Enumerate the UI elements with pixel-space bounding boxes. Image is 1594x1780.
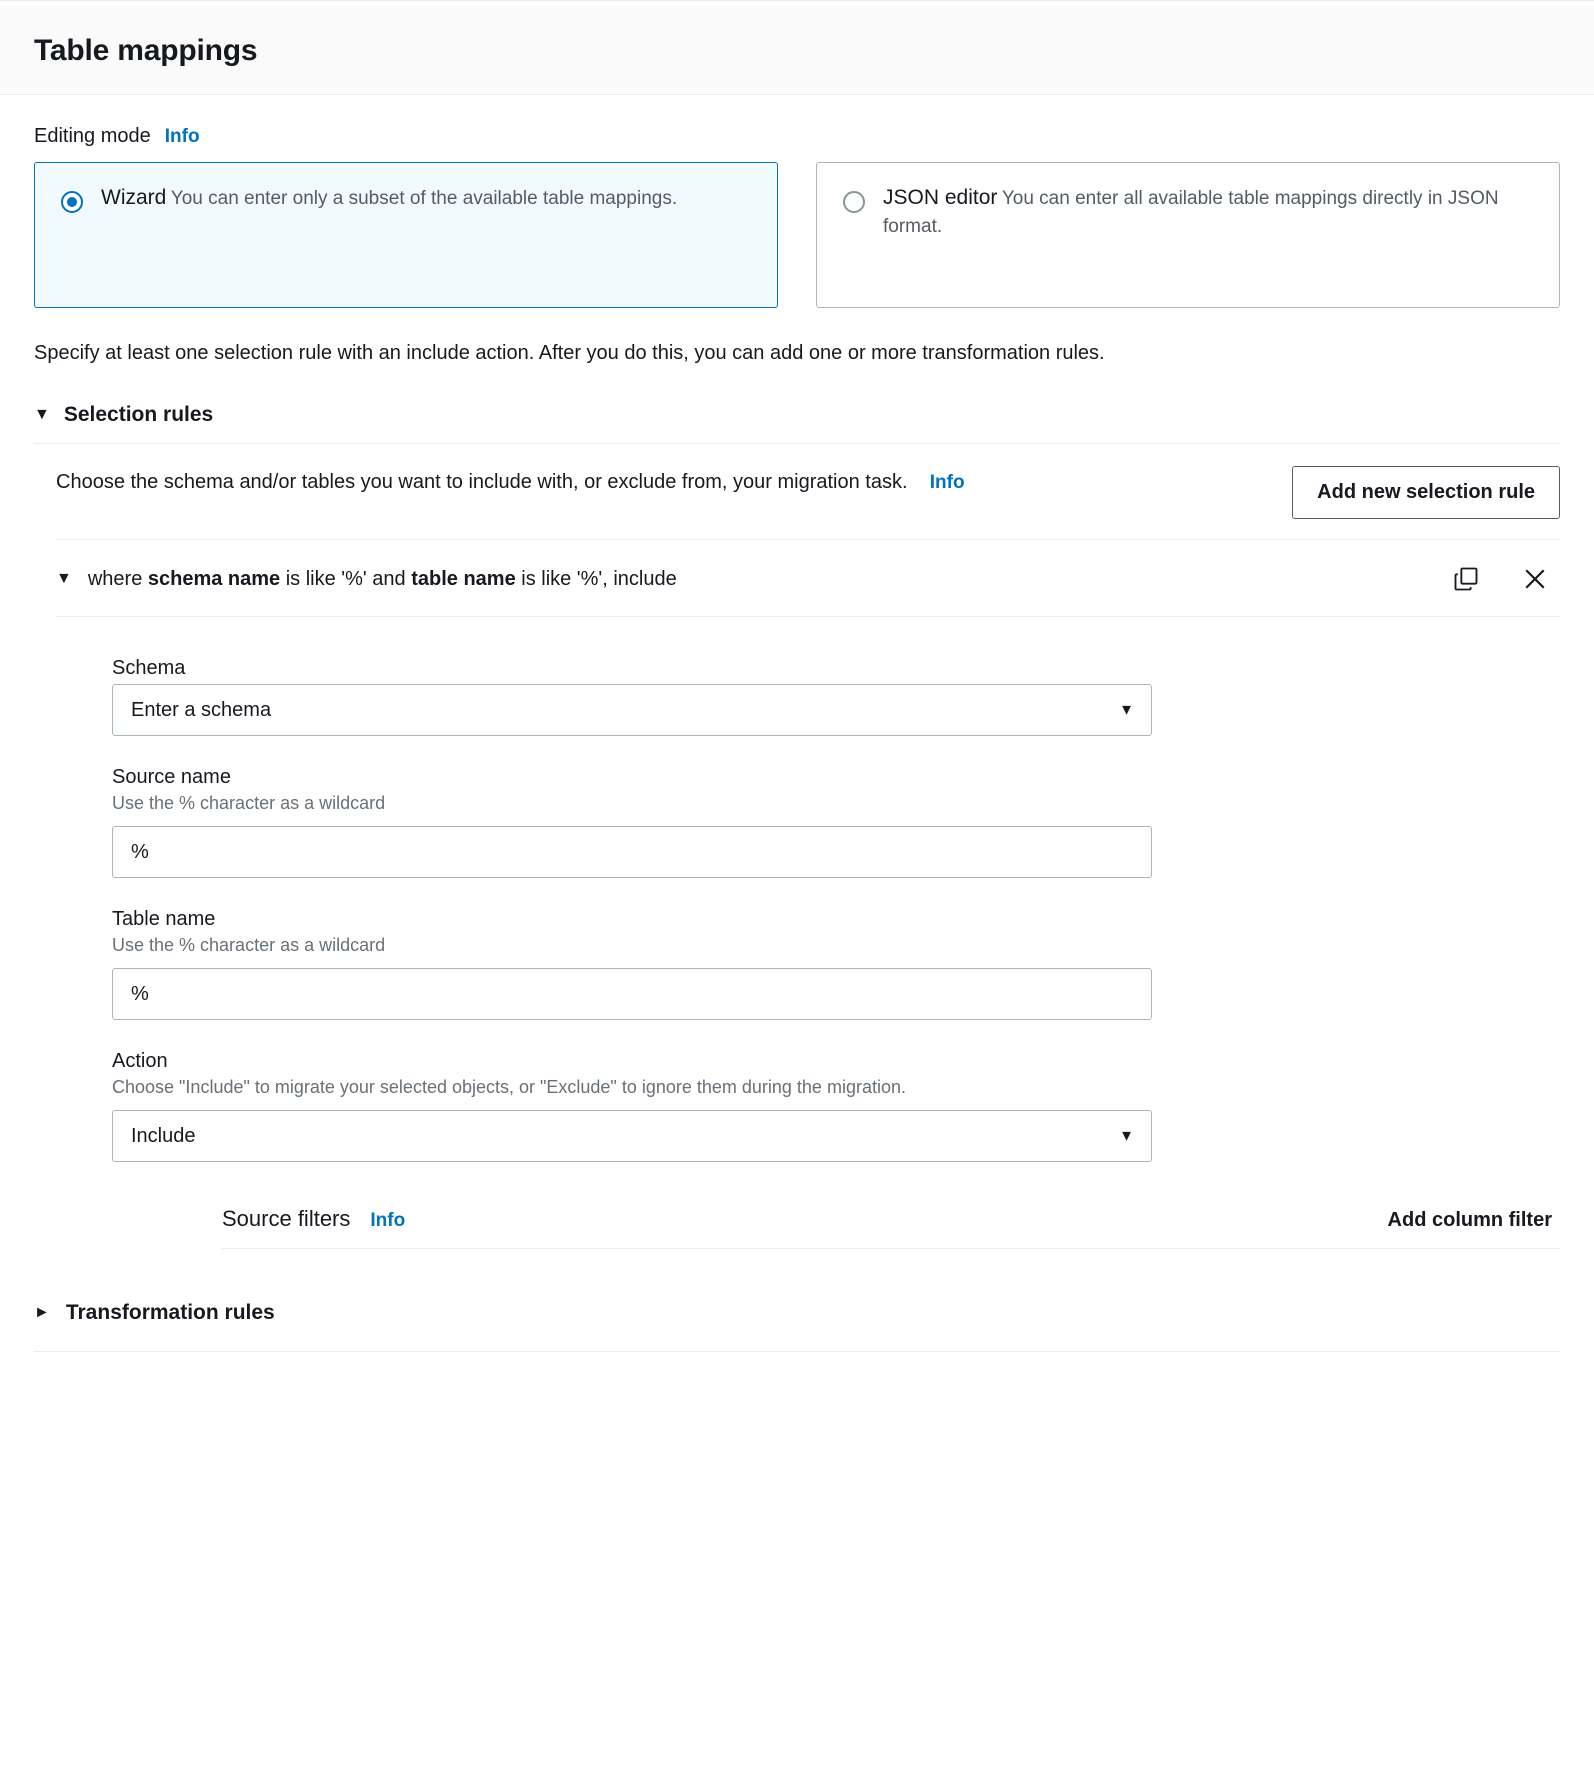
option-description-json-editor: You can enter all available table mappings directly in JSON format. (883, 188, 1499, 237)
action-hint: Choose "Include" to migrate your selected objects, or "Exclude" to ignore them during the migration. (112, 1077, 906, 1097)
source-filters-title: Source filters (222, 1206, 351, 1231)
source-name-field-group (112, 766, 1560, 878)
table-name-label: Table name (112, 908, 216, 930)
intro-text: Specify at least one selection rule with an include action. After you do this, you can add one or more transformation rules. (34, 342, 1105, 364)
editing-mode-label-row (34, 125, 1560, 148)
schema-select[interactable] (112, 684, 1152, 736)
editing-mode-label: Editing mode (34, 125, 151, 147)
transformation-rules-title: Transformation rules (65, 1301, 275, 1324)
action-label: Action (112, 1050, 168, 1072)
option-title-json-editor: JSON editor (883, 186, 998, 209)
source-filters-section (222, 1206, 1560, 1249)
selection-rule-body (56, 617, 1560, 1249)
editing-mode-option-json-editor[interactable] (816, 162, 1560, 308)
source-name-hint: Use the % character as a wildcard (112, 793, 386, 813)
schema-label: Schema (112, 657, 186, 679)
action-field-group (112, 1050, 1560, 1162)
table-name-hint: Use the % character as a wildcard (112, 935, 386, 955)
editing-mode-options (34, 162, 1560, 308)
table-name-field-group (112, 908, 1560, 1020)
option-description-wizard: You can enter only a subset of the available table mappings. (170, 188, 678, 209)
editing-mode-option-wizard[interactable] (34, 162, 778, 308)
close-icon[interactable] (1520, 564, 1550, 594)
selection-rules-body (34, 444, 1560, 1249)
rule-summary-mid: is like '%' and (280, 567, 412, 590)
source-filters-info-link[interactable]: Info (370, 1210, 406, 1231)
option-title-wizard: Wizard (101, 186, 167, 209)
selection-rules-info-link[interactable]: Info (929, 472, 965, 493)
radio-icon-json-editor[interactable] (843, 191, 865, 213)
panel-header (0, 6, 1594, 95)
page-title: Table mappings (34, 34, 258, 67)
add-new-selection-rule-button[interactable]: Add new selection rule (1292, 466, 1560, 519)
copy-icon[interactable] (1452, 565, 1480, 593)
schema-select-value: Enter a schema (131, 698, 272, 721)
selection-rules-section (34, 403, 1560, 1249)
schema-field-group (112, 657, 1560, 736)
bottom-spacer (34, 1352, 1560, 1370)
chevron-down-icon-rule[interactable]: ▼ (56, 570, 72, 587)
source-name-input[interactable] (112, 826, 1152, 878)
rule-summary-schema-name: schema name (147, 567, 281, 590)
table-name-input[interactable] (112, 968, 1152, 1020)
rule-summary-suffix: is like '%', include (515, 567, 677, 590)
panel-content (0, 95, 1594, 1370)
transformation-rules-header[interactable] (34, 1301, 1560, 1352)
chevron-right-icon[interactable]: ► (34, 1304, 50, 1321)
table-name-value: % (131, 982, 149, 1005)
rule-summary-table-name: table name (411, 567, 516, 590)
chevron-down-icon-schema: ▼ (1119, 701, 1134, 719)
source-name-label: Source name (112, 766, 231, 788)
selection-rules-title: Selection rules (63, 403, 214, 426)
selection-rules-description: Choose the schema and/or tables you want to include with, or exclude from, your migration task. (56, 471, 908, 493)
rule-summary-prefix: where (87, 567, 148, 590)
chevron-down-icon-action: ▼ (1119, 1127, 1134, 1145)
action-select[interactable] (112, 1110, 1152, 1162)
action-select-value: Include (131, 1124, 196, 1147)
radio-icon-wizard[interactable] (61, 191, 83, 213)
add-column-filter-button[interactable]: Add column filter (1387, 1209, 1552, 1231)
selection-rule-header (56, 540, 1560, 617)
selection-rules-description-row (56, 444, 1560, 540)
chevron-down-icon[interactable]: ▼ (34, 406, 50, 423)
source-name-value: % (131, 840, 149, 863)
editing-mode-info-link[interactable]: Info (164, 126, 200, 147)
selection-rules-header[interactable] (34, 403, 1560, 444)
